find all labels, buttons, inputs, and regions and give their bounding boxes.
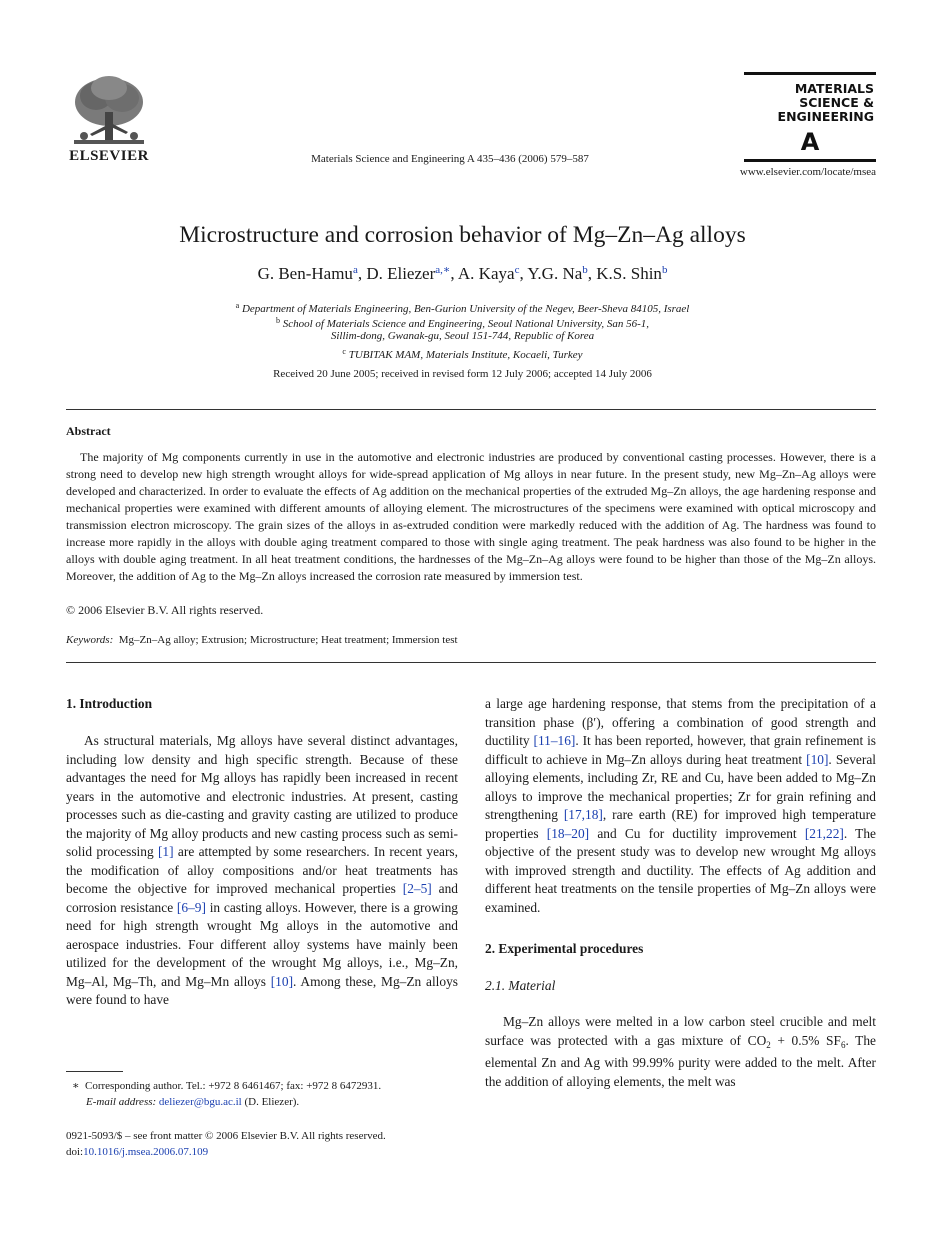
paragraph bbox=[485, 695, 876, 917]
keywords bbox=[66, 634, 458, 646]
citation-link[interactable]: [2–5] bbox=[402, 881, 432, 896]
author-name: K.S. Shin bbox=[596, 264, 662, 283]
affiliation bbox=[60, 329, 865, 344]
footnote bbox=[66, 1078, 466, 1110]
affiliation-text: Sillim-dong, Gwanak-gu, Seoul 151-744, Republic of Korea bbox=[330, 330, 595, 342]
author-affiliation-mark[interactable]: b bbox=[661, 264, 668, 276]
email-link[interactable]: deliezer@bgu.ac.il bbox=[158, 1096, 242, 1108]
received-dates: Received 20 June 2005; received in revised form 12 July 2006; accepted 14 July 2006 bbox=[273, 368, 652, 380]
citation-link[interactable]: [17,18] bbox=[563, 807, 603, 822]
footnote-mark: ∗ bbox=[72, 1080, 80, 1092]
subscript: 6 bbox=[840, 1039, 846, 1050]
footnote-text: Corresponding author. Tel.: +972 8 6461467; fax: +972 8 6472931. bbox=[84, 1080, 382, 1092]
text-run: . Among these, Mg–Zn alloys were found to have bbox=[66, 973, 458, 1007]
text-run: . The elemental Zn and Ag with 99.99% purity were added to the melt. After the addition of alloying elements, the melt was bbox=[485, 1032, 876, 1089]
doi-label: doi: bbox=[66, 1146, 84, 1158]
text-run: , rare earth (RE) for improved high temperature properties bbox=[485, 807, 876, 841]
text-run: + 0.5% SF bbox=[770, 1032, 841, 1048]
author-affiliation-mark[interactable]: b bbox=[582, 264, 588, 276]
journal-logo-line: SCIENCE & bbox=[799, 95, 874, 110]
text-run: As structural materials, Mg alloys have several distinct advantages, including low density and high specific strength. Because of these advantages the need for Mg alloys has rapidly been increased in recent years in the automotive and electronic industries. At present, casting processes such as die-casting and gravity casting are utilized to produce the majority of Mg alloy products and new casting process such as semi-solid processing bbox=[66, 733, 458, 859]
footnote-line bbox=[66, 1094, 466, 1110]
footnote-rule bbox=[66, 1071, 123, 1072]
body-column-left bbox=[66, 732, 458, 1010]
citation-link[interactable]: [10] bbox=[806, 751, 829, 767]
section-heading: 2. Experimental procedures bbox=[485, 941, 644, 956]
citation-link[interactable]: [1] bbox=[157, 844, 174, 859]
author-affiliation-mark[interactable]: a,∗ bbox=[435, 264, 451, 276]
author-list: G. Ben-Hamu$^a$, D. Eliezer$^{a,∗}$, A. Kaya$^c$, Y.G. Na$^b$, K.S. Shin$^b$ bbox=[257, 264, 668, 283]
doi-link[interactable]: 10.1016/j.msea.2006.07.109 bbox=[83, 1146, 209, 1158]
author-name: D. Eliezer bbox=[366, 264, 436, 283]
affiliation-mark: b bbox=[275, 316, 280, 325]
email-label: E-mail address: bbox=[86, 1096, 157, 1108]
journal-logo bbox=[744, 72, 876, 164]
body-column-right bbox=[485, 695, 876, 1091]
affiliation-text: School of Materials Science and Engineering, Seoul National University, San 56-1, bbox=[282, 318, 650, 330]
subscript: 2 bbox=[766, 1039, 771, 1050]
citation-link[interactable]: [21,22] bbox=[804, 825, 844, 841]
paragraph bbox=[485, 1013, 876, 1091]
author-affiliation-mark[interactable]: c bbox=[514, 264, 520, 276]
copyright-notice: © 2006 Elsevier B.V. All rights reserved. bbox=[66, 603, 264, 617]
author-name: A. Kaya bbox=[457, 264, 515, 283]
author-name: Y.G. Na bbox=[527, 264, 583, 283]
paragraph bbox=[66, 732, 458, 1010]
text-run: are attempted by some researchers. In recent years, the modification of alloy compositions and/or heat treatments has become the objective for improved mechanical properties bbox=[66, 844, 458, 896]
text-run: . It has been reported, however, that grain refinement is difficult to achieve in Mg–Zn alloys during heat treatment bbox=[485, 733, 876, 767]
text-run: . The objective of the present study was to develop new wrought Mg alloys with improved strength and ductility. The effects of Ag addition and different heat treatments on the tensile properties of Mg–Zn alloys were examined. bbox=[485, 825, 876, 915]
footnote-line bbox=[66, 1078, 466, 1094]
issn-line: 0921-5093/$ – see front matter © 2006 Elsevier B.V. All rights reserved. bbox=[66, 1130, 386, 1142]
text-run: in casting alloys. However, there is a growing need for high strength wrought Mg alloys in the automotive and aerospace industries. Four different alloy systems have mainly been utilized for the development of the wrought Mg alloys, i.e., Mg–Zn, Mg–Al, Mg–Th, and Mg–Mn alloys bbox=[66, 899, 458, 989]
text-run: Mg–Zn alloys were melted in a low carbon steel crucible and melt surface was protected with a gas mixture of CO bbox=[485, 1014, 876, 1048]
logo-bottom-rule bbox=[744, 159, 876, 162]
affiliation-text: TUBITAK MAM, Materials Institute, Kocaeli, Turkey bbox=[348, 349, 583, 361]
abstract-text: The majority of Mg components currently in use in the automotive and electronic industries are produced by conventional casting processes. However, there is a strong need to develop new high strength wrought alloys for wide-spread application of Mg alloys in near future. In the present study, new Mg–Zn–Ag alloys were developed and characterized. In order to evaluate the effects of Ag addition on the mechanical properties of the extruded Mg–Zn alloys, the age hardening response and mechanical properties were examined with different amounts of alloying element. The microstructures of the specimens were examined with optical microscopy and transmission electron microscopy. The grain sizes of the alloys in as-extruded condition were markedly reduced with the addition of Ag. The hardness was found to increase more rapidly in the alloys with double aging treatment compared to those with single aging treatment. The peak hardness was also found to be higher in the alloys with double aging treatment. In all heat treatment conditions, the hardnesses of the Mg–Zn–Ag alloys were found to be higher than those of the Mg–Zn alloys. Moreover, the addition of Ag to the Mg–Zn alloys increased the corrosion rate measured by immersion test. bbox=[66, 450, 876, 583]
affiliation bbox=[60, 344, 865, 363]
citation-link[interactable]: [10] bbox=[270, 973, 294, 989]
front-matter bbox=[66, 1128, 486, 1160]
doi-line bbox=[66, 1144, 486, 1160]
text-run: . Several alloying elements, including Zr, RE and Cu, have been added to Mg–Zn alloys to improve the mechanical properties; Zr for grain refining and strengthening bbox=[485, 751, 876, 822]
affiliation-text: Department of Materials Engineering, Ben-Gurion University of the Negev, Beer-Sheva 84105, Israel bbox=[241, 303, 690, 315]
journal-url[interactable]: www.elsevier.com/locate/msea bbox=[739, 166, 876, 178]
paper-title: Microstructure and corrosion behavior of Mg–Zn–Ag alloys bbox=[179, 222, 746, 248]
subsection-heading: 2.1. Material bbox=[485, 977, 556, 993]
footnote-text: (D. Eliezer). bbox=[244, 1096, 300, 1108]
citation-link[interactable]: [18–20] bbox=[546, 825, 590, 841]
author-name: G. Ben-Hamu bbox=[257, 264, 353, 283]
affiliation-mark: a bbox=[235, 301, 240, 310]
author-affiliation-mark[interactable]: a bbox=[352, 264, 358, 276]
divider bbox=[66, 662, 876, 663]
publisher-name: ELSEVIER bbox=[69, 148, 149, 164]
text-run: a large age hardening response, that stems from the precipitation of a transition phase (β′), offering a combination of good strength and ductility bbox=[485, 696, 876, 748]
abstract-heading: Abstract bbox=[66, 424, 111, 438]
citation-link[interactable]: [11–16] bbox=[533, 733, 576, 748]
section-heading: 1. Introduction bbox=[66, 696, 153, 711]
journal-citation: Materials Science and Engineering A 435–436 (2006) 579–587 bbox=[311, 153, 589, 165]
text-run: and Cu for ductility improvement bbox=[589, 825, 805, 841]
divider bbox=[66, 409, 876, 410]
journal-logo-line: MATERIALS bbox=[794, 81, 874, 96]
keywords-text: Mg–Zn–Ag alloy; Extrusion; Microstructure; Heat treatment; Immersion test bbox=[118, 634, 458, 646]
citation-link[interactable]: [6–9] bbox=[176, 899, 206, 915]
journal-logo-line: ENGINEERING bbox=[777, 109, 874, 124]
affiliation-mark: c bbox=[342, 347, 346, 356]
text-run: and corrosion resistance bbox=[66, 881, 458, 915]
journal-logo-letter: A bbox=[800, 128, 820, 156]
keywords-label: Keywords: bbox=[66, 634, 114, 646]
